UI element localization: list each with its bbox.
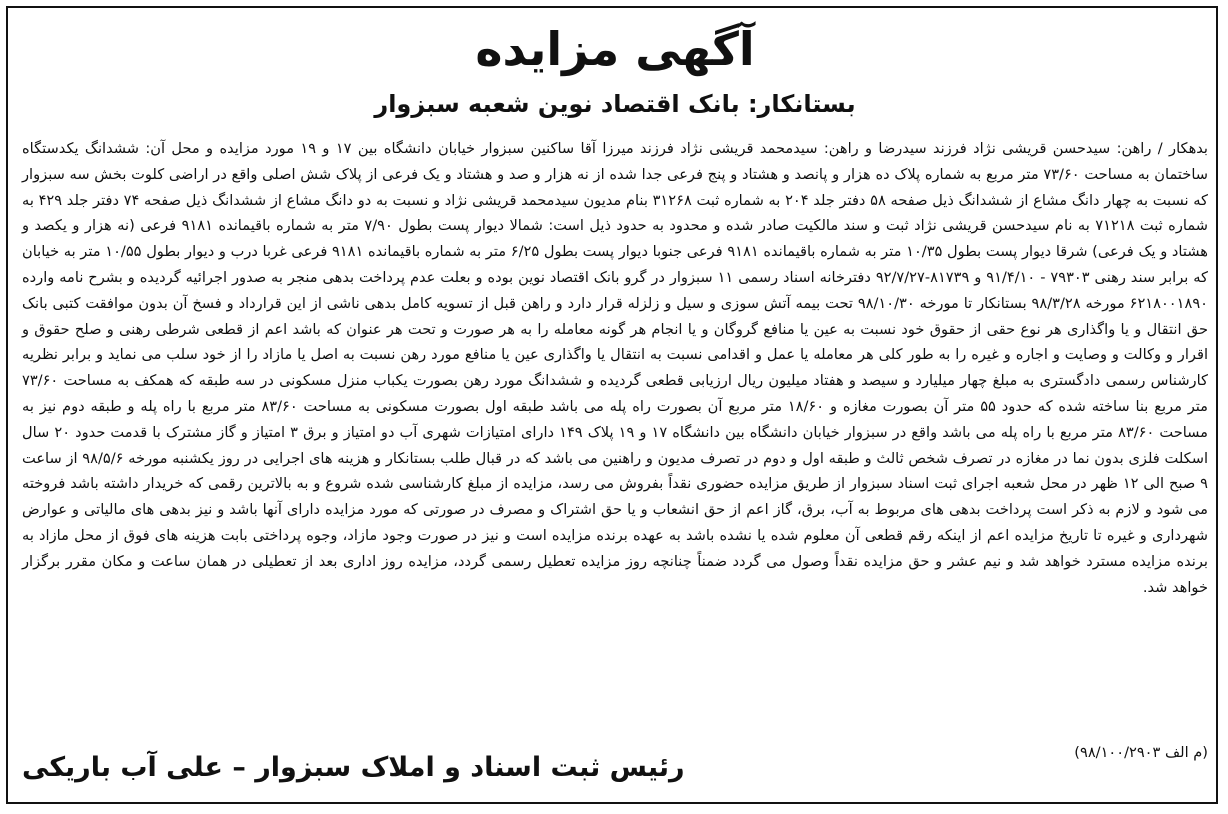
creditor-line: بستانکار: بانک اقتصاد نوین شعبه سبزوار — [374, 90, 856, 118]
notice-title: آگهی مزایده — [475, 22, 755, 76]
auction-notice — [22, 16, 1208, 600]
notice-body: بدهکار / راهن: سیدحسن قریشی نژاد فرزند سیدرضا و راهن: سیدمحمد قریشی نژاد فرزند میرزا آقا ساکنین سبزوار خیابان دانشگاه بین ۱۷ و ۱۹ مورد مزایده و محل آن: ششدانگ یکدستگاه ساختمان به مساحت ۷۳/۶۰ متر مربع به شماره پلاک ده هزار و پانصد و هشتاد و پنج فرعی جدا شده از نه هزار و صد و هشتاد و یک فرعی از پلاک شش اصلی واقع در اراضی کلوت بخش سه سبزوار که نسبت به چهار دانگ مشاع از ششدانگ ذیل صفحه ۵۸ دفتر جلد ۲۰۴ به شماره ثبت ۳۱۲۶۸ بنام مدیون سیدمحمد قریشی نژاد و نسبت به دو دانگ مشاع از ششدانگ ذیل صفحه ۷۴ دفتر جلد ۴۲۹ به شماره ثبت ۷۱۲۱۸ به نام سیدحسن قریشی نژاد ثبت و سند مالکیت صادر شده و محدود به حدود ذیل است: شمالا دیوار پست بطول ۷/۹۰ متر به شماره باقیمانده ۹۱۸۱ فرعی (نه هزار و یکصد و هشتاد و یک فرعی) شرقا دیوار پست بطول ۱۰/۳۵ متر به شماره باقیمانده ۹۱۸۱ فرعی جنوبا دیوار پست بطول ۶/۲۵ متر به شماره باقیمانده ۹۱۸۱ فرعی غربا درب و دیوار بطول ۱۰/۵۵ متر به خیابان که برابر سند رهنی ۷۹۳۰۳ - ۹۱/۴/۱۰ و ۸۱۷۳۹-۹۲/۷/۲۷ دفترخانه اسناد رسمی ۱۱ سبزوار در گرو بانک اقتصاد نوین بوده و بعلت عدم پرداخت بدهی منجر به صدور اجرائیه گردیده و بشرح نامه وارده ۶۲۱۸۰۰۱۸۹۰ مورخه ۹۸/۳/۲۸ بستانکار تا مورخه ۹۸/۱۰/۳۰ تحت بیمه آتش سوزی و سیل و زلزله قرار دارد و راهن قبل از تسویه کامل بدهی ناشی از این قرارداد و فسخ آن بدون موافقت کتبی بانک حق انتقال و یا واگذاری هر نوع حقی از حقوق خود نسبت به عین یا منافع گروگان و یا انجام هر گونه معامله را به هر صورت و تحت هر عنوان که باشد اعم از قطعی شرطی رهنی و صلح حقوق و اقرار و وکالت و وصایت و اجاره و غیره را به طور کلی هر معامله یا عمل و اقدامی نسبت به انتقال یا واگذاری عین یا منافع مورد رهن نسبت به اصل یا مازاد را از خود سلب می نماید و برابر نظریه کارشناس رسمی دادگستری به مبلغ چهار میلیارد و سیصد و هفتاد میلیون ریال ارزیابی قطعی گردیده و ششدانگ مورد رهن بصورت یکباب منزل مسکونی در سه طبقه که همکف به مساحت ۷۳/۶۰ متر مربع بنا ساخته شده که حدود ۵۵ متر آن بصورت مغازه و ۱۸/۶۰ متر مربع آن بصورت راه پله می باشد طبقه اول بصورت مسکونی به مساحت ۸۳/۶۰ متر مربع با راه پله و طبقه دوم نیز به مساحت ۸۳/۶۰ متر مربع با راه پله می باشد واقع در سبزوار خیابان دانشگاه بین دانشگاه ۱۷ و ۱۹ پلاک ۱۴۹ دارای امتیازات شهری آب دو امتیاز و برق ۳ امتیاز و گاز مشترک با قدمت حدود ۲۰ سال اسکلت فلزی بدون نما در مغازه در تصرف شخص ثالث و طبقه اول و دوم در تصرف مدیون و راهنین می باشد که در قبال طلب بستانکار و هزینه های اجرایی در روز یکشنبه مورخه ۹۸/۵/۶ از ساعت ۹ صبح الی ۱۲ ظهر در محل شعبه اجرای ثبت اسناد سبزوار از طریق مزایده حضوری نقداً بفروش می رسد، مزایده از مبلغ کارشناسی شده شروع و به بالاترین رقمی که خریدار داشته باشد فروخته می شود و لازم به ذکر است پرداخت بدهی های مربوط به آب، برق، گاز اعم از حق انشعاب و یا حق اشتراک و مصرف در صورتی که مورد مزایده دارای آنها باشد و نیز بدهی های مالیاتی و عوارض شهرداری و غیره تا تاریخ مزایده اعم از اینکه رقم قطعی آن معلوم شده یا نشده باشد به عهده برنده مزایده است و نیز در صورت وجود مازاد، وجوه پرداختی بابت هزینه های فوق از محل مازاد به برنده مزایده مسترد خواهد شد و نیم عشر و حق مزایده نقداً وصول می گردد ضمناً چنانچه روز مزایده تعطیل رسمی گردد، مزایده روز اداری بعد از تعطیلی در همان ساعت و مکان مقرر برگزار خواهد شد. — [22, 140, 1209, 596]
reference-number: (م الف ۹۸/۱۰۰/۲۹۰۳) — [1074, 744, 1208, 761]
notice-footer — [22, 740, 1208, 800]
signature-line: رئیس ثبت اسناد و املاک سبزوار – علی آب باریکی — [22, 752, 685, 783]
